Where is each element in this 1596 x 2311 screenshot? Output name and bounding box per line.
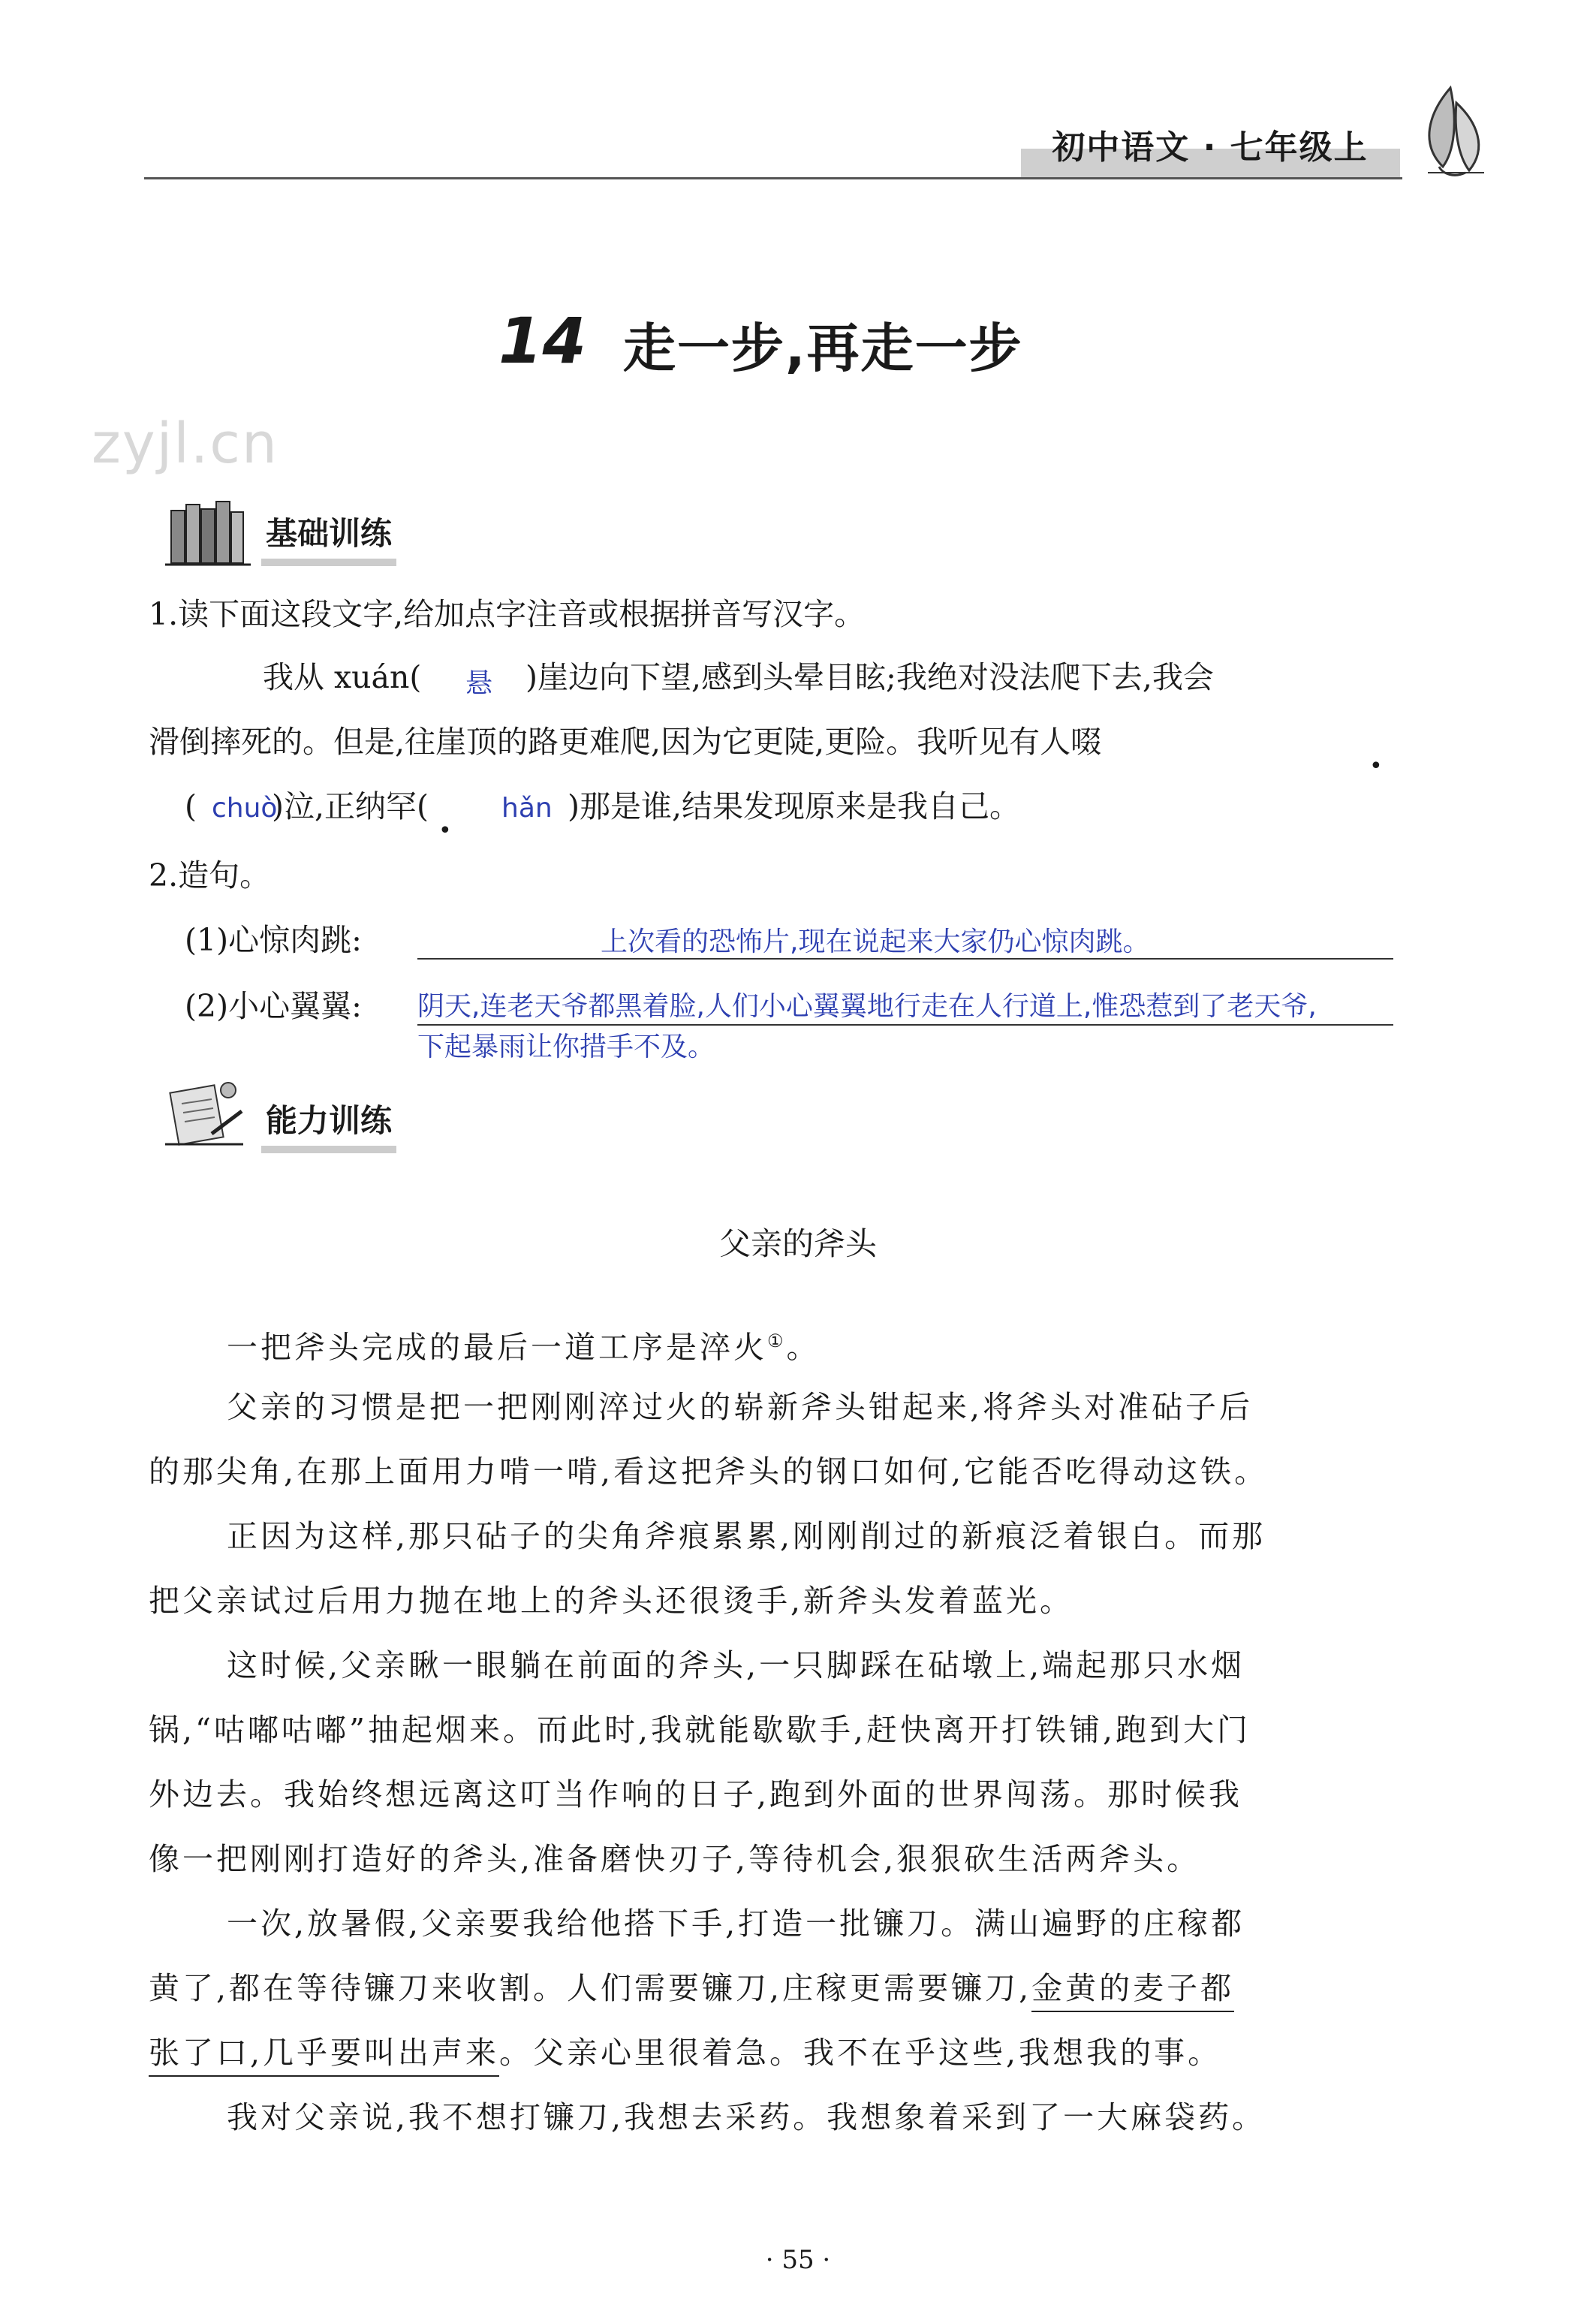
passage-p5-line1: 一次,放暑假,父亲要我给他搭下手,打造一批镰刀。满山遍野的庄稼都 (227, 1906, 1245, 1942)
books-icon (164, 496, 252, 571)
q1-line2: 滑倒摔死的。但是,往崖顶的路更难爬,因为它更陡,更险。我听见有人啜 (149, 724, 1102, 760)
leaf-icon (1413, 84, 1495, 182)
footnote-marker: ① (767, 1330, 787, 1351)
book-title: 初中语文 · 七年级上 (1052, 128, 1369, 167)
passage-p5-line2 (149, 1972, 1234, 2005)
q2-item1-answer: 上次看的恐怖片,现在说起来大家仍心惊肉跳。 (601, 927, 1150, 957)
passage-p4-line1: 这时候,父亲瞅一眼躺在前面的斧头,一只脚踩在砧墩上,端起那只水烟 (227, 1647, 1245, 1683)
q1-line1-post: )崖边向下望,感到头晕目眩;我绝对没法爬下去,我会 (525, 659, 1214, 695)
q1-line3-mid: )泣,正纳罕( (272, 788, 429, 824)
watermark: zyjl.cn (92, 411, 279, 476)
q1-answer-han: hǎn (501, 793, 553, 824)
passage-p4-line3: 外边去。我始终想远离这叮当作响的日子,跑到外面的世界闯荡。那时候我 (149, 1776, 1243, 1812)
q2-item1-label: (1)心惊肉跳: (185, 922, 362, 958)
q1-prompt: 1.读下面这段文字,给加点字注音或根据拼音写汉字。 (149, 596, 866, 632)
passage-title: 父亲的斧头 (718, 1225, 877, 1262)
q1-line1-pre: 我从 xuán( (263, 659, 422, 695)
passage-p4-line2: 锅,“咕嘟咕嘟”抽起烟来。而此时,我就能歇歇手,赶快离开打铁铺,跑到大门 (149, 1712, 1251, 1748)
passage-p6-line1: 我对父亲说,我不想打镰刀,我想去采药。我想象着采到了一大麻袋药。 (227, 2099, 1266, 2135)
passage-p1-end: 。 (786, 1329, 821, 1366)
page-number: · 55 · (765, 2245, 831, 2275)
passage-p5-line3 (149, 2036, 1221, 2069)
q2-item2-answer-line1: 阴天,连老天爷都黑着脸,人们小心翼翼地行走在人行道上,惟恐惹到了老天爷, (417, 991, 1317, 1022)
q2-item2-label: (2)小心翼翼: (185, 988, 362, 1024)
emphasis-dot: • (1369, 753, 1383, 779)
answer-line (417, 1024, 1393, 1026)
section-basic-training: 基础训练 (261, 508, 396, 566)
passage-p4-line4: 像一把刚刚打造好的斧头,准备磨快刃子,等待机会,狠狠砍生活两斧头。 (149, 1841, 1201, 1877)
q1-answer-chuo: chuò (212, 793, 278, 824)
emphasis-dot: • (438, 818, 452, 844)
underlined-phrase: 张了口,几乎要叫出声来 (149, 2035, 499, 2077)
passage-p3-line1: 正因为这样,那只砧子的尖角斧痕累累,刚刚削过的新痕泛着银白。而那 (227, 1518, 1266, 1554)
q1-line3-post: )那是谁,结果发现原来是我自己。 (568, 788, 1021, 824)
lesson-number: 14 (498, 304, 586, 378)
section-ability-training: 能力训练 (261, 1095, 396, 1153)
passage-p3-line2: 把父亲试过后用力抛在地上的斧头还很烫手,新斧头发着蓝光。 (149, 1583, 1074, 1619)
header-rule (144, 177, 1402, 179)
answer-line (417, 958, 1393, 960)
passage-p1 (227, 1324, 821, 1364)
q1-answer-xuan: 悬 (465, 668, 493, 699)
passage-p1-text: 一把斧头完成的最后一道工序是淬火 (227, 1329, 767, 1366)
underlined-phrase: 金黄的麦子都 (1031, 1970, 1234, 2012)
notebook-icon (159, 1074, 248, 1149)
q1-line3-open: ( (185, 788, 197, 824)
passage-p5-line3-text: 。父亲心里很着急。我不在乎这些,我想我的事。 (499, 2035, 1222, 2071)
passage-p5-line2-text: 黄了,都在等待镰刀来收割。人们需要镰刀,庄稼更需要镰刀, (149, 1970, 1032, 2006)
lesson-title: 走一步,再走一步 (623, 318, 1023, 379)
passage-p2-line2: 的那尖角,在那上面用力啃一啃,看这把斧头的钢口如何,它能否吃得动这铁。 (149, 1454, 1269, 1490)
passage-p2-line1: 父亲的习惯是把一把刚刚淬过火的崭新斧头钳起来,将斧头对准砧子后 (227, 1389, 1254, 1425)
q2-item2-answer-line2: 下起暴雨让你措手不及。 (417, 1032, 715, 1062)
q2-prompt: 2.造句。 (149, 857, 271, 893)
